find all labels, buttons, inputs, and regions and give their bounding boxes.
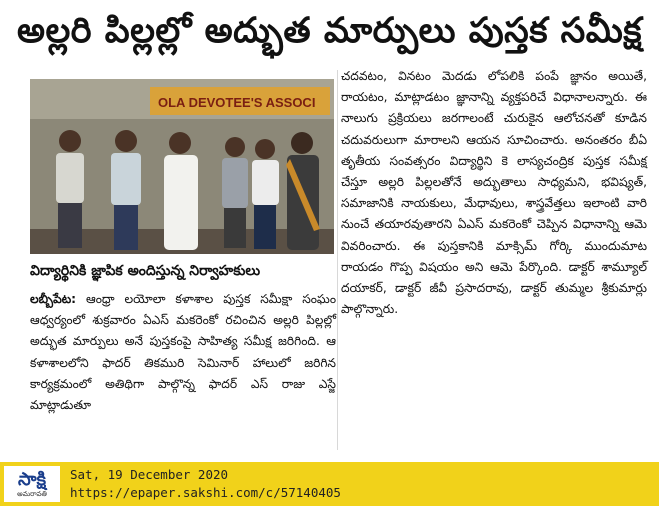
sakshi-logo[interactable] [4, 466, 60, 502]
dateline: లబ్బీపేట: [30, 292, 77, 306]
article-url-link[interactable]: https://epaper.sakshi.com/c/57140405 [70, 485, 341, 500]
logo-text: సాక్షి [18, 468, 46, 490]
photo-caption: విద్యార్థినికి జ్ఞాపిక అందిస్తున్న నిర్వాహకులు [30, 263, 261, 279]
article-text-left: ఆంధ్రా లయోలా కళాశాల పుస్తక సమీక్షా సంఘం ఆధ్వర్యంలో శుక్రవారం ఏఎస్ మకరెంకో రచించిన అల్లరి పిల్లల్లో అద్భుత మార్పులు అనే పుస్తకంపై సాహిత్య సమీక్ష జరిగింది. ఆ కళాశాలలోని ఫాదర్ తికమురి సెమినార్ హాలులో జరిగిన కార్యక్రమంలో అతిథిగా పాల్గొన్న ఫాదర్ ఎస్ రాజు ఎస్జే మాట్లాడుతూ [30, 292, 337, 413]
footer-bar [0, 462, 659, 506]
photo-illustration [30, 79, 334, 254]
news-photo [30, 79, 334, 254]
logo-edition: అమరావతి [17, 489, 47, 498]
column-divider [337, 70, 338, 450]
publication-date: Sat, 19 December 2020 [70, 467, 229, 482]
article-text-right: చదవటం, వినటం మెదడు లోపలికి పంపే జ్ఞానం అయితే, రాయటం, మాట్లాడటం జ్ఞానాన్ని వ్యక్తపరిచే విధానాలన్నారు. ఈ నాలుగు ప్రక్రియలు జరగాలంటే చురుకైన ఆలోచనతో కూడిన చదువరులుగా మారాలని ఆయన సూచించారు. అనంతరం బీఏ తృతీయ సంవత్సరం విద్యార్థిని కె లాస్యచంద్రిక పుస్తక సమీక్ష చేస్తూ అల్లరి పిల్లలతోనే అద్భుతాలు సాధ్యమని, భవిష్యత్, సమాజానికి నాయకులు, మేధావులు, శాస్త్రవేత్తలు ఇలాంటి వారి నుంచే తయారవుతారని ఏఎస్ మకరెంకో చెప్పిన విధానాన్ని ఆమె వివరించారు. ఈ పుస్తకానికి మాక్సిమ్ గోర్కి ముందుమాట రాయడం గొప్ప విషయం అని ఆమె పేర్కొంది. డాక్టర్ శామ్యూల్ దయాకర్, డాక్టర్ జీవీ ప్రసాదరావు, డాక్టర్ తుమ్మల శ్రీకుమార్లు పాల్గొన్నారు. [341, 69, 647, 317]
article-column-right [341, 66, 647, 320]
article-column-left [30, 289, 336, 416]
headline: అల్లరి పిల్లల్లో అద్భుత మార్పులు పుస్తక సమీక్ష [16, 11, 643, 51]
photo-banner-text: OLA DEVOTEE'S ASSOCI [158, 95, 316, 110]
